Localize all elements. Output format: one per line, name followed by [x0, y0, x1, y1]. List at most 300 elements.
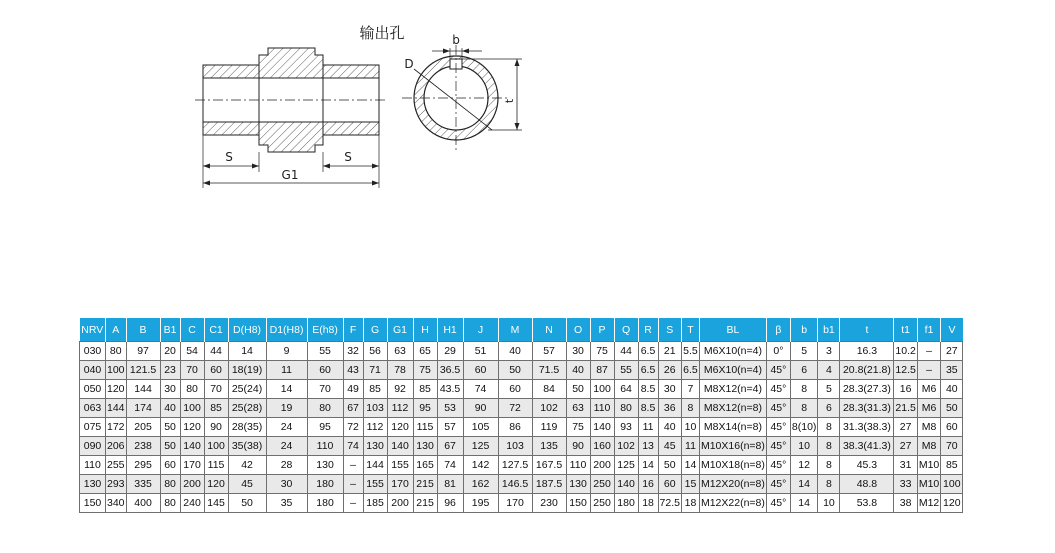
- table-cell: M6: [917, 399, 940, 418]
- table-cell: 150: [566, 494, 590, 513]
- table-cell: 110: [566, 456, 590, 475]
- column-header: S: [658, 318, 681, 342]
- table-cell: 155: [363, 475, 387, 494]
- table-cell: 28: [266, 456, 307, 475]
- column-header: R: [638, 318, 658, 342]
- table-cell: 40: [941, 380, 963, 399]
- column-header: t: [840, 318, 894, 342]
- table-cell: 45°: [766, 494, 790, 513]
- table-cell: 115: [413, 418, 437, 437]
- table-cell: 60: [658, 475, 681, 494]
- table-cell: 120: [941, 494, 963, 513]
- table-cell: 67: [437, 437, 463, 456]
- table-cell: 78: [387, 361, 413, 380]
- table-cell: 45°: [766, 418, 790, 437]
- table-cell: 42: [228, 456, 266, 475]
- table-cell: 60: [307, 361, 343, 380]
- table-cell: 293: [106, 475, 127, 494]
- table-cell: 43.5: [437, 380, 463, 399]
- table-cell: 40: [160, 399, 180, 418]
- table-cell: 6: [818, 399, 840, 418]
- table-cell: 295: [126, 456, 160, 475]
- table-cell: 170: [498, 494, 532, 513]
- table-cell: 75: [566, 418, 590, 437]
- table-cell: 7: [681, 380, 699, 399]
- table-cell: 20.8(21.8): [840, 361, 894, 380]
- table-cell: 8.5: [638, 399, 658, 418]
- table-cell: –: [917, 342, 940, 361]
- table-cell: 81: [437, 475, 463, 494]
- column-header: G: [363, 318, 387, 342]
- table-cell: 130: [363, 437, 387, 456]
- table-cell: 090: [80, 437, 106, 456]
- table-cell: 144: [126, 380, 160, 399]
- table-cell: 28(35): [228, 418, 266, 437]
- table-cell: 120: [180, 418, 204, 437]
- table-cell: 14: [790, 494, 818, 513]
- column-header: b: [790, 318, 818, 342]
- column-header: b1: [818, 318, 840, 342]
- table-cell: 70: [941, 437, 963, 456]
- table-cell: 100: [204, 437, 228, 456]
- table-cell: 125: [614, 456, 638, 475]
- table-cell: 8.5: [638, 380, 658, 399]
- table-cell: 75: [413, 361, 437, 380]
- table-cell: M10X16(n=8): [699, 437, 766, 456]
- table-cell: 29: [437, 342, 463, 361]
- table-cell: M8X12(n=4): [699, 380, 766, 399]
- column-header: C: [180, 318, 204, 342]
- table-cell: 140: [590, 418, 614, 437]
- table-cell: 19: [266, 399, 307, 418]
- table-cell: 24: [266, 418, 307, 437]
- table-cell: 180: [307, 494, 343, 513]
- table-row: [80, 475, 963, 494]
- dimension-spec-table: [79, 318, 963, 513]
- table-cell: 140: [387, 437, 413, 456]
- table-cell: 6.5: [681, 361, 699, 380]
- table-cell: 80: [307, 399, 343, 418]
- column-header: N: [532, 318, 566, 342]
- table-cell: 140: [614, 475, 638, 494]
- table-cell: 90: [463, 399, 498, 418]
- table-cell: 5.5: [681, 342, 699, 361]
- table-cell: 121.5: [126, 361, 160, 380]
- table-cell: 200: [180, 475, 204, 494]
- table-row: [80, 437, 963, 456]
- table-cell: 28.3(27.3): [840, 380, 894, 399]
- table-cell: M10X18(n=8): [699, 456, 766, 475]
- table-cell: 74: [437, 456, 463, 475]
- table-cell: 100: [180, 399, 204, 418]
- table-cell: 90: [566, 437, 590, 456]
- column-header: G1: [387, 318, 413, 342]
- table-cell: 45°: [766, 361, 790, 380]
- table-cell: M12X22(n=8): [699, 494, 766, 513]
- table-cell: 60: [463, 361, 498, 380]
- table-cell: 93: [614, 418, 638, 437]
- table-cell: 180: [307, 475, 343, 494]
- table-cell: 8(10): [790, 418, 818, 437]
- dimension-label-b: b: [452, 33, 460, 47]
- table-cell: 30: [266, 475, 307, 494]
- dimension-label-s-left: S: [225, 150, 233, 164]
- dimension-label-g1: G1: [281, 168, 299, 182]
- table-cell: 31.3(38.3): [840, 418, 894, 437]
- table-cell: 10: [681, 418, 699, 437]
- table-cell: 170: [387, 475, 413, 494]
- table-cell: 14: [681, 456, 699, 475]
- table-cell: 14: [638, 456, 658, 475]
- table-cell: 135: [532, 437, 566, 456]
- table-cell: M6X10(n=4): [699, 342, 766, 361]
- table-cell: 70: [307, 380, 343, 399]
- table-cell: 35(38): [228, 437, 266, 456]
- table-cell: 255: [106, 456, 127, 475]
- table-cell: 43: [343, 361, 363, 380]
- table-cell: 130: [80, 475, 106, 494]
- table-cell: 6.5: [638, 361, 658, 380]
- table-cell: 142: [463, 456, 498, 475]
- table-cell: 172: [106, 418, 127, 437]
- table-cell: 4: [818, 361, 840, 380]
- table-cell: 44: [614, 342, 638, 361]
- table-cell: 162: [463, 475, 498, 494]
- table-cell: 200: [590, 456, 614, 475]
- table-cell: 49: [343, 380, 363, 399]
- table-cell: 35: [941, 361, 963, 380]
- table-cell: 102: [532, 399, 566, 418]
- table-cell: 36: [658, 399, 681, 418]
- table-cell: 040: [80, 361, 106, 380]
- table-cell: 144: [106, 399, 127, 418]
- table-cell: 400: [126, 494, 160, 513]
- table-cell: 119: [532, 418, 566, 437]
- table-cell: 12: [790, 456, 818, 475]
- table-cell: 28.3(31.3): [840, 399, 894, 418]
- table-cell: 87: [590, 361, 614, 380]
- table-cell: 14: [266, 380, 307, 399]
- table-cell: 250: [590, 494, 614, 513]
- dimension-label-s-right: S: [344, 150, 352, 164]
- table-cell: 200: [387, 494, 413, 513]
- table-cell: 075: [80, 418, 106, 437]
- table-cell: 100: [590, 380, 614, 399]
- table-cell: 030: [80, 342, 106, 361]
- table-cell: 140: [180, 437, 204, 456]
- column-header: V: [941, 318, 963, 342]
- table-cell: 74: [463, 380, 498, 399]
- table-row: [80, 380, 963, 399]
- table-cell: 45°: [766, 475, 790, 494]
- table-cell: 120: [387, 418, 413, 437]
- table-cell: 6.5: [638, 342, 658, 361]
- dimension-label-d: D: [404, 57, 414, 71]
- table-cell: –: [343, 456, 363, 475]
- column-header: β: [766, 318, 790, 342]
- table-cell: 250: [590, 475, 614, 494]
- table-cell: 8: [818, 418, 840, 437]
- table-cell: 72.5: [658, 494, 681, 513]
- column-header: f1: [917, 318, 940, 342]
- table-cell: 95: [307, 418, 343, 437]
- table-cell: 36.5: [437, 361, 463, 380]
- table-cell: 31: [894, 456, 917, 475]
- table-cell: 100: [941, 475, 963, 494]
- table-cell: 110: [307, 437, 343, 456]
- table-cell: 112: [363, 418, 387, 437]
- table-cell: 103: [498, 437, 532, 456]
- table-cell: 215: [413, 475, 437, 494]
- table-cell: 110: [80, 456, 106, 475]
- table-cell: 150: [80, 494, 106, 513]
- table-cell: 72: [498, 399, 532, 418]
- table-cell: 85: [363, 380, 387, 399]
- table-cell: 120: [106, 380, 127, 399]
- table-cell: 230: [532, 494, 566, 513]
- table-cell: M6: [917, 380, 940, 399]
- table-row: [80, 361, 963, 380]
- table-cell: 215: [413, 494, 437, 513]
- table-cell: 8: [818, 475, 840, 494]
- table-cell: 146.5: [498, 475, 532, 494]
- table-cell: 16: [638, 475, 658, 494]
- table-cell: 57: [437, 418, 463, 437]
- table-cell: 67: [343, 399, 363, 418]
- column-header: M: [498, 318, 532, 342]
- table-cell: 8: [818, 456, 840, 475]
- table-cell: 63: [387, 342, 413, 361]
- table-cell: 23: [160, 361, 180, 380]
- table-cell: 8: [790, 380, 818, 399]
- table-cell: 110: [590, 399, 614, 418]
- table-cell: 80: [160, 475, 180, 494]
- column-header: T: [681, 318, 699, 342]
- table-cell: 10.2: [894, 342, 917, 361]
- table-cell: 130: [413, 437, 437, 456]
- table-cell: 45.3: [840, 456, 894, 475]
- bore-end-view: [402, 45, 522, 150]
- table-cell: 130: [307, 456, 343, 475]
- table-cell: 155: [387, 456, 413, 475]
- column-header: E(h8): [307, 318, 343, 342]
- table-cell: 21: [658, 342, 681, 361]
- table-cell: 45°: [766, 437, 790, 456]
- table-cell: 8: [818, 437, 840, 456]
- table-cell: 60: [204, 361, 228, 380]
- drawing-title: 输出孔: [359, 24, 405, 42]
- table-cell: 40: [498, 342, 532, 361]
- table-cell: 206: [106, 437, 127, 456]
- table-cell: 11: [681, 437, 699, 456]
- table-cell: 145: [204, 494, 228, 513]
- table-cell: 10: [818, 494, 840, 513]
- table-cell: –: [343, 475, 363, 494]
- table-cell: 5: [818, 380, 840, 399]
- table-cell: 60: [160, 456, 180, 475]
- table-cell: 71.5: [532, 361, 566, 380]
- table-cell: –: [917, 361, 940, 380]
- table-cell: 130: [566, 475, 590, 494]
- table-cell: M6X10(n=4): [699, 361, 766, 380]
- table-row: [80, 494, 963, 513]
- table-cell: 18: [681, 494, 699, 513]
- table-cell: 30: [658, 380, 681, 399]
- table-cell: 80: [160, 494, 180, 513]
- table-cell: 85: [941, 456, 963, 475]
- table-cell: 55: [614, 361, 638, 380]
- table-cell: 44: [204, 342, 228, 361]
- table-cell: 12.5: [894, 361, 917, 380]
- table-cell: 50: [228, 494, 266, 513]
- table-cell: 6: [790, 361, 818, 380]
- table-cell: 24: [266, 437, 307, 456]
- column-header: A: [106, 318, 127, 342]
- table-cell: 50: [566, 380, 590, 399]
- table-cell: 50: [498, 361, 532, 380]
- table-cell: 050: [80, 380, 106, 399]
- table-cell: 33: [894, 475, 917, 494]
- table-cell: 340: [106, 494, 127, 513]
- table-cell: 103: [363, 399, 387, 418]
- table-cell: 14: [790, 475, 818, 494]
- table-row: [80, 342, 963, 361]
- column-header: BL: [699, 318, 766, 342]
- table-cell: 112: [387, 399, 413, 418]
- table-cell: 16.3: [840, 342, 894, 361]
- table-cell: 18: [638, 494, 658, 513]
- table-cell: 27: [894, 418, 917, 437]
- table-cell: 14: [228, 342, 266, 361]
- table-cell: 144: [363, 456, 387, 475]
- table-cell: 9: [266, 342, 307, 361]
- table-cell: 195: [463, 494, 498, 513]
- table-header-row: [80, 318, 963, 342]
- table-cell: 50: [658, 456, 681, 475]
- table-cell: 27: [941, 342, 963, 361]
- table-cell: 60: [941, 418, 963, 437]
- table-cell: 38: [894, 494, 917, 513]
- table-cell: 45°: [766, 380, 790, 399]
- table-cell: 187.5: [532, 475, 566, 494]
- column-header: Q: [614, 318, 638, 342]
- table-cell: 65: [413, 342, 437, 361]
- table-cell: 53.8: [840, 494, 894, 513]
- table-cell: 8: [790, 399, 818, 418]
- dimension-label-t: t: [503, 98, 516, 104]
- table-cell: 70: [204, 380, 228, 399]
- table-cell: 10: [790, 437, 818, 456]
- column-header: C1: [204, 318, 228, 342]
- table-cell: 063: [80, 399, 106, 418]
- table-cell: 57: [532, 342, 566, 361]
- column-header: B1: [160, 318, 180, 342]
- table-cell: 100: [106, 361, 127, 380]
- table-cell: 74: [343, 437, 363, 456]
- column-header: t1: [894, 318, 917, 342]
- table-cell: M8: [917, 437, 940, 456]
- table-cell: 15: [681, 475, 699, 494]
- table-cell: 40: [566, 361, 590, 380]
- table-cell: –: [343, 494, 363, 513]
- column-header: F: [343, 318, 363, 342]
- table-cell: M8: [917, 418, 940, 437]
- table-cell: 53: [437, 399, 463, 418]
- table-cell: 25(24): [228, 380, 266, 399]
- column-header: H: [413, 318, 437, 342]
- table-cell: 97: [126, 342, 160, 361]
- table-cell: M8X14(n=8): [699, 418, 766, 437]
- table-cell: 125: [463, 437, 498, 456]
- table-cell: 21.5: [894, 399, 917, 418]
- table-cell: 170: [180, 456, 204, 475]
- table-cell: 20: [160, 342, 180, 361]
- table-cell: 160: [590, 437, 614, 456]
- table-cell: 335: [126, 475, 160, 494]
- table-cell: 50: [160, 437, 180, 456]
- table-cell: 174: [126, 399, 160, 418]
- table-cell: 16: [894, 380, 917, 399]
- column-header: D(H8): [228, 318, 266, 342]
- table-row: [80, 418, 963, 437]
- table-row: [80, 456, 963, 475]
- table-cell: 48.8: [840, 475, 894, 494]
- table-cell: 72: [343, 418, 363, 437]
- table-cell: 205: [126, 418, 160, 437]
- table-cell: 30: [160, 380, 180, 399]
- table-cell: 35: [266, 494, 307, 513]
- column-header: NRV: [80, 318, 106, 342]
- column-header: J: [463, 318, 498, 342]
- table-cell: 27: [894, 437, 917, 456]
- table-cell: 63: [566, 399, 590, 418]
- table-cell: 238: [126, 437, 160, 456]
- table-cell: 75: [590, 342, 614, 361]
- table-cell: 85: [204, 399, 228, 418]
- table-cell: M10: [917, 475, 940, 494]
- table-cell: 11: [638, 418, 658, 437]
- table-cell: M12: [917, 494, 940, 513]
- table-cell: 13: [638, 437, 658, 456]
- table-cell: 54: [180, 342, 204, 361]
- table-cell: 50: [941, 399, 963, 418]
- table-cell: 40: [658, 418, 681, 437]
- table-cell: 102: [614, 437, 638, 456]
- table-cell: 71: [363, 361, 387, 380]
- table-cell: 25(28): [228, 399, 266, 418]
- table-cell: 30: [566, 342, 590, 361]
- table-cell: 80: [614, 399, 638, 418]
- table-cell: M12X20(n=8): [699, 475, 766, 494]
- table-cell: 80: [180, 380, 204, 399]
- table-cell: 8: [681, 399, 699, 418]
- column-header: P: [590, 318, 614, 342]
- column-header: O: [566, 318, 590, 342]
- table-cell: 50: [160, 418, 180, 437]
- table-cell: 92: [387, 380, 413, 399]
- table-cell: 185: [363, 494, 387, 513]
- table-cell: 127.5: [498, 456, 532, 475]
- table-cell: 165: [413, 456, 437, 475]
- table-cell: 90: [204, 418, 228, 437]
- table-cell: 18(19): [228, 361, 266, 380]
- table-cell: 70: [180, 361, 204, 380]
- table-cell: 38.3(41.3): [840, 437, 894, 456]
- table-cell: 240: [180, 494, 204, 513]
- table-cell: 95: [413, 399, 437, 418]
- table-cell: 51: [463, 342, 498, 361]
- table-cell: 86: [498, 418, 532, 437]
